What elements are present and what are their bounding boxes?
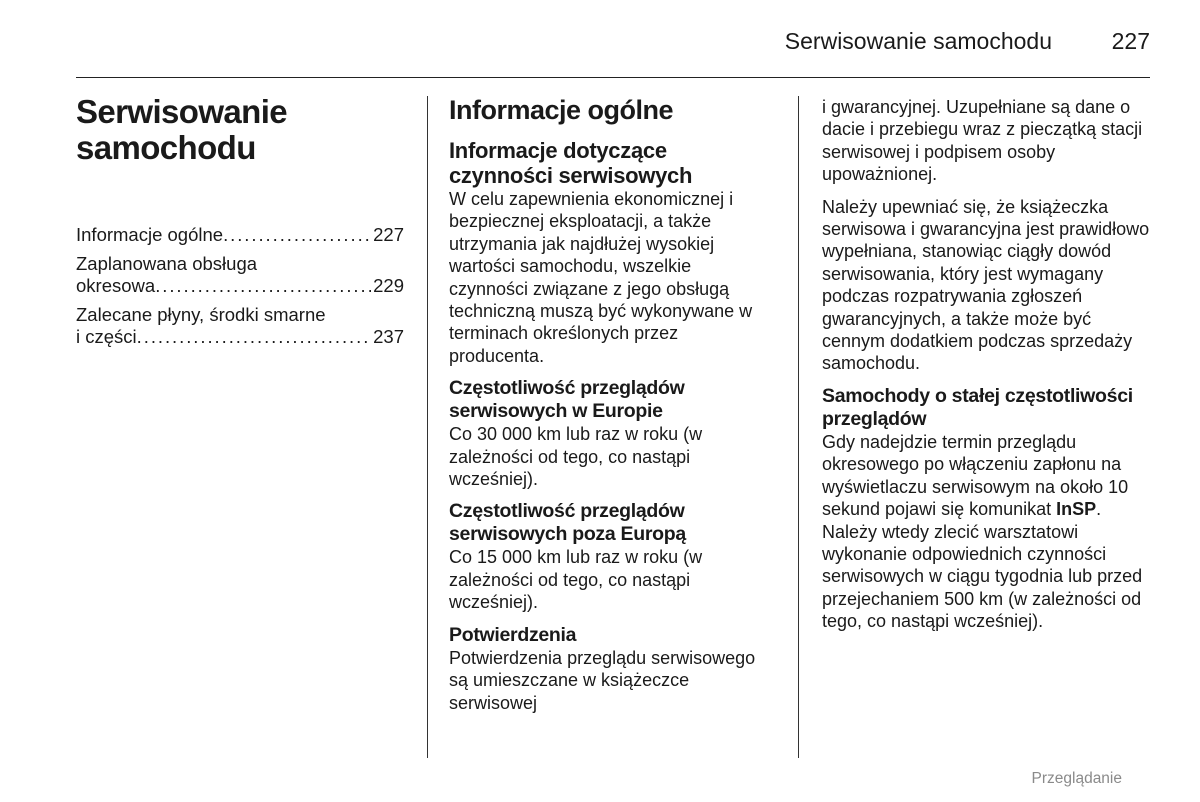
paragraph: Należy upewniać się, że książeczka serwisowa i gwarancyjna jest prawidłowo wypełniana, stanowiąc ciągły dowód serwisowania, który jest wymagany podczas rozpatrywania zgłoszeń gwarancyjnych, a także może być cennym dodatkiem podczas sprzedaży samochodu. xyxy=(822,196,1150,374)
toc-entry-label: okresowa xyxy=(76,275,156,296)
chapter-title: Serwisowanie samochodu xyxy=(76,93,288,166)
column-divider xyxy=(798,96,799,758)
header-title: Serwisowanie samochodu xyxy=(784,28,1052,54)
toc-entry-page: 229 xyxy=(373,275,404,296)
paragraph: Potwierdzenia przeglądu serwisowego są umieszczane w książeczce serwisowej xyxy=(449,647,756,713)
right-column xyxy=(822,96,1152,643)
paragraph xyxy=(822,431,1152,633)
chapter-column xyxy=(76,94,404,355)
toc-entry-label: i części xyxy=(76,326,137,347)
subsection-heading: Potwierdzenia xyxy=(449,623,577,646)
subsection-heading: Częstotliwość przeglądów serwisowych poza Europą xyxy=(449,500,686,546)
toc-entry-line1: Zalecane płyny, środki smarne xyxy=(76,303,326,325)
column-divider xyxy=(427,96,428,758)
toc-entry-line1: Zaplanowana obsługa xyxy=(76,252,258,274)
toc-entry-label: Informacje ogólne xyxy=(76,224,224,245)
display-code: InSP xyxy=(1056,499,1097,520)
toc-entry-page: 237 xyxy=(373,326,404,347)
paragraph-text: Gdy nadejdzie termin przeglądu okresowego po włączeniu zapłonu na wyświetlaczu serwisowym na około 10 sekund pojawi się komunikat xyxy=(822,431,1129,520)
page-number: 227 xyxy=(1111,28,1150,54)
page-header xyxy=(76,22,1150,78)
toc-entry[interactable] xyxy=(76,253,404,298)
toc-entry[interactable] xyxy=(76,304,404,349)
watermark: Przeglądanie xyxy=(1031,770,1122,787)
section-title: Informacje ogólne xyxy=(449,95,674,125)
paragraph: Co 15 000 km lub raz w roku (w zależności od tego, co nastąpi wcześniej). xyxy=(449,547,703,613)
subsection-heading: Częstotliwość przeglądów serwisowych w Europie xyxy=(449,377,685,423)
paragraph-text: . Należy wtedy zlecić warsztatowi wykonanie odpowiednich czynności serwisowych w ciągu tygodnia lub przed przejechaniem 500 km (w zależności od tego, co nastąpi wcześniej). xyxy=(822,499,1143,632)
subsection-heading: Samochody o stałej częstotliwości przeglądów xyxy=(822,384,1133,430)
toc-entry[interactable] xyxy=(76,224,404,247)
paragraph: i gwarancyjnej. Uzupełniane są dane o dacie i przebiegu wraz z pieczątką stacji serwisowej i podpisem osoby upoważnionej. xyxy=(822,97,1143,185)
paragraph: Co 30 000 km lub raz w roku (w zależności od tego, co nastąpi wcześniej). xyxy=(449,424,703,490)
main-column xyxy=(449,94,769,724)
toc-entry-page: 227 xyxy=(373,224,404,245)
paragraph: W celu zapewnienia ekonomicznej i bezpiecznej eksploatacji, a także utrzymania jak najdłużej wysokiej wartości samochodu, wszelkie czynności związane z jego obsługą techniczną muszą być wykonywane w terminach określonych przez producenta. xyxy=(449,189,753,366)
subsection-heading: Informacje dotyczące czynności serwisowych xyxy=(449,138,693,188)
